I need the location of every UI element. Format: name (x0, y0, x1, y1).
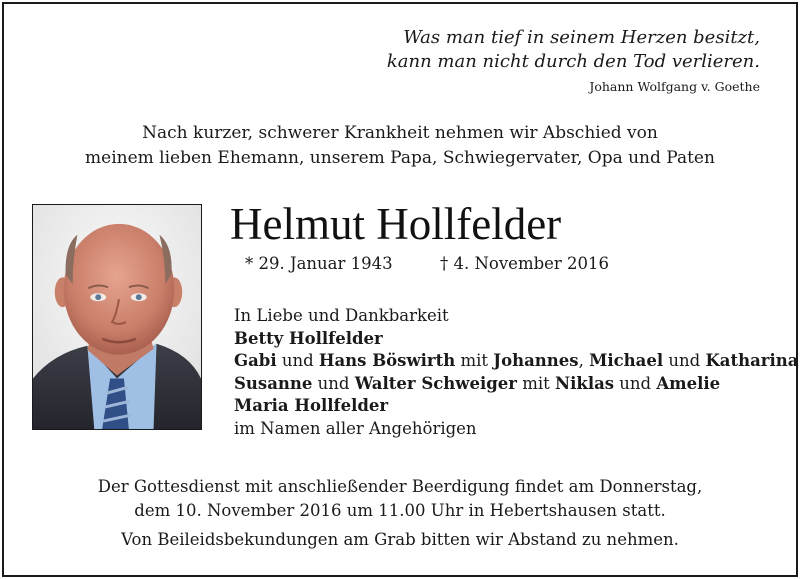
family-name: Katharina (705, 351, 799, 370)
family-name: Gabi (234, 351, 277, 370)
service-notice (0, 475, 800, 523)
death-date: † 4. November 2016 (440, 254, 610, 273)
family-name: Walter Schweiger (354, 373, 517, 393)
deceased-name: Helmut Hollfelder (230, 199, 562, 249)
family-name: Maria Hollfelder (234, 396, 389, 415)
family-name: Niklas (555, 373, 615, 393)
quote-line-1: Was man tief in seinem Herzen besitzt, (403, 27, 760, 48)
life-dates (245, 253, 610, 275)
quote-author: Johann Wolfgang v. Goethe (589, 79, 760, 94)
family-name: Susanne (234, 373, 313, 393)
goethe-quote (387, 26, 760, 96)
family-name: Johannes (493, 351, 579, 370)
quote-line-2: kann man nicht durch den Tod verlieren. (386, 51, 760, 72)
family-name: Amelie (656, 373, 721, 393)
family-closing: im Namen aller Angehörigen (234, 418, 477, 438)
family-connector: , (578, 351, 590, 370)
family-connector: und (663, 351, 706, 370)
family-intro: In Liebe und Dankbarkeit (234, 306, 449, 325)
family-name: Hans Böswirth (318, 351, 456, 370)
family-name: Betty Hollfelder (234, 328, 383, 348)
family-connector: und (276, 351, 319, 370)
intro-line-1: Nach kurzer, schwerer Krankheit nehmen wir Abschied von (142, 123, 658, 143)
family-connector: mit (516, 373, 556, 393)
family-name: Michael (589, 351, 664, 370)
family-line-4 (234, 395, 798, 418)
condolence-notice: Von Beileidsbekundungen am Grab bitten wir Abstand zu nehmen. (121, 530, 679, 549)
family-connector: und (614, 373, 657, 393)
service-line-2: dem 10. November 2016 um 11.00 Uhr in Hebertshausen statt. (134, 501, 666, 520)
family-line-2 (234, 350, 798, 373)
family-connector: und (312, 373, 355, 393)
family-line-3 (234, 373, 798, 396)
portrait-photo (32, 204, 202, 430)
intro-text (0, 121, 800, 171)
portrait-illustration (33, 205, 201, 429)
service-line-1: Der Gottesdienst mit anschließender Beerdigung findet am Donnerstag, (97, 477, 703, 496)
family-connector: mit (455, 351, 494, 370)
birth-date: * 29. Januar 1943 (245, 254, 393, 273)
family-line-1 (234, 328, 798, 351)
family-signatures (234, 305, 798, 440)
intro-line-2: meinem lieben Ehemann, unserem Papa, Schwiegervater, Opa und Paten (85, 148, 715, 168)
